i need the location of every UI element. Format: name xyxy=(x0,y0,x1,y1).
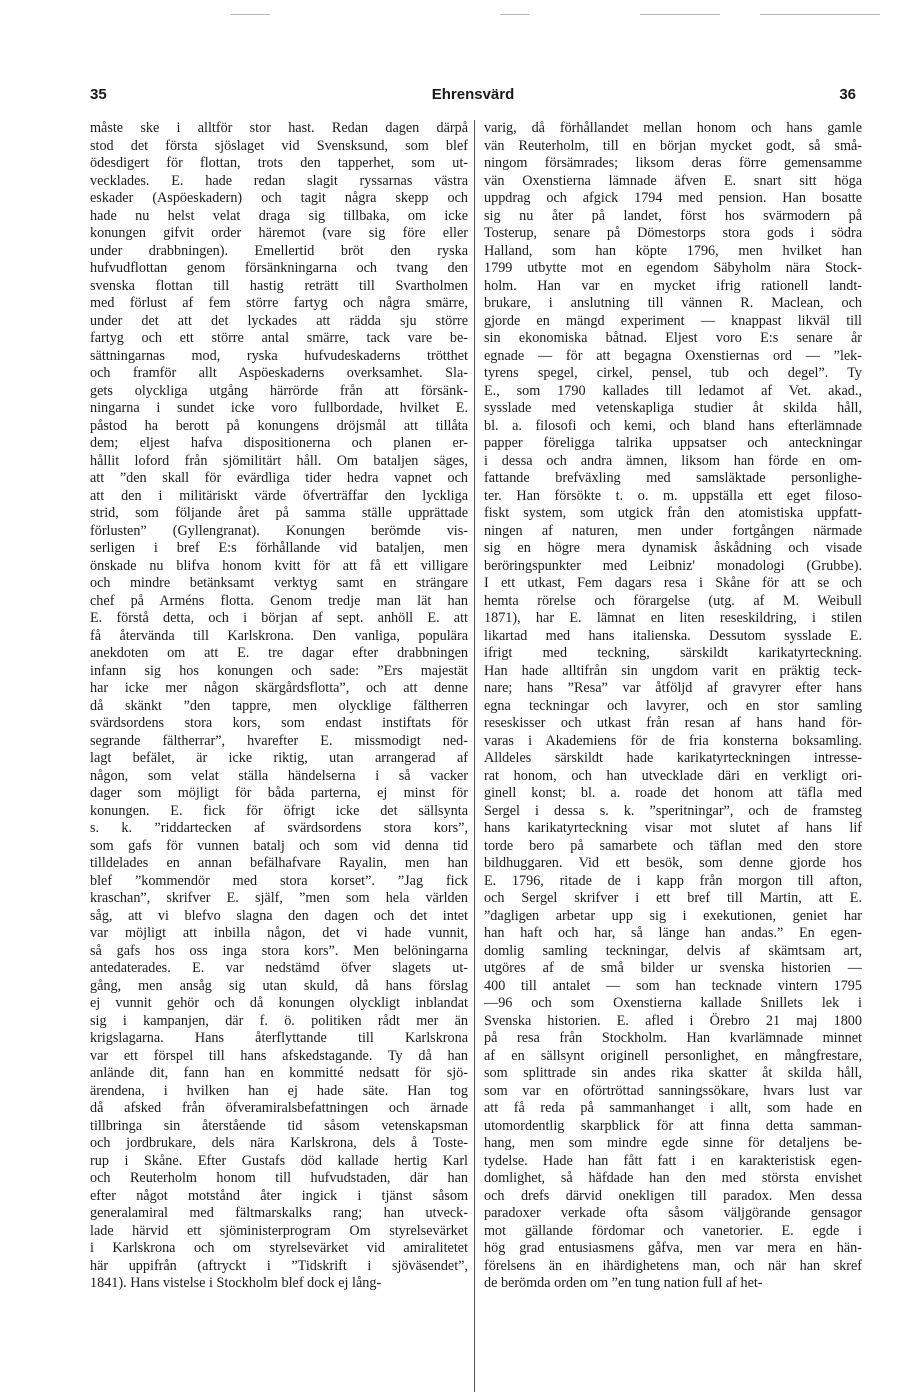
text-line: sig i kampanjen, där f. ö. politiken rådt mer än xyxy=(90,1012,468,1029)
text-line: strid, som följande året på samma ställe upprättade xyxy=(90,505,468,521)
text-line: någon, som velat ställa händelserna i så vacker xyxy=(90,767,468,784)
page-header xyxy=(90,86,856,106)
text-line: krigslagarna. Hans återflyttande till Karlskrona xyxy=(90,1030,468,1046)
text-line: Halland, som han köpte 1796, men hvilket han xyxy=(484,242,862,259)
text-line: hemta rörelse och förargelse (utg. af M. Weibull xyxy=(484,592,862,609)
text-line: antedaterades. E. var nedstämd öfver slagets ut- xyxy=(90,960,468,976)
text-line: påstod ha berott på konungens dröjsmål att tillåta xyxy=(90,417,468,434)
text-line: 1871), har E. lämnat en liten reseskildring, i stilen xyxy=(484,610,862,626)
text-line: fattande brefväxling med samsläktade personlighe- xyxy=(484,470,862,486)
text-line: chef på Arméns flotta. Genom tredje man lät han xyxy=(90,592,468,609)
text-line: ifrigt med teckning, särskildt karikatyrteckning. xyxy=(484,645,862,661)
text-line: Sergel i dessa s. k. ”speritningar”, och de framsteg xyxy=(484,802,862,819)
text-line: reseskisser och utkast från resan af hans hand för- xyxy=(484,715,862,731)
text-line: E., som 1790 kallades till ledamot af Vet. akad., xyxy=(484,382,862,399)
text-line: —96 och som Oxenstierna kallade Snillets lek i xyxy=(484,995,862,1011)
text-line: likartad med hans italienska. Dessutom sysslade E. xyxy=(484,627,862,644)
text-line: att den i militäriskt värde öfverträffar den lyckliga xyxy=(90,487,468,504)
text-line: utomordentlig skarpblick för att finna detta samman- xyxy=(484,1117,862,1134)
text-line: måste ske i alltför stor hast. Redan dagen därpå xyxy=(90,120,468,136)
text-line: ginell konst; bl. a. roade det honom att täfla med xyxy=(484,785,862,801)
text-line: dager som möjligt för båda parterna, ej minst för xyxy=(90,785,468,801)
text-line: ödesdigert för flottan, trots den tapperhet, som ut- xyxy=(90,155,468,171)
text-line: och Sergel skrifver i ett bref till Martin, att E. xyxy=(484,890,862,906)
text-line: hang, men som mindre egde sinne för detaljens be- xyxy=(484,1135,862,1151)
text-line: och jordbrukare, dels nära Karlskrona, dels å Toste- xyxy=(90,1135,468,1151)
text-line: i dessa och andra ämnen, liksom han förde en om- xyxy=(484,452,862,469)
text-line: anlände dit, fann han en kommitté nedsatt för sjö- xyxy=(90,1065,468,1081)
text-line: att ”den skall för evärdliga tider hedra vapnet och xyxy=(90,470,468,486)
text-line: konungen gifvit order häremot (vare sig före eller xyxy=(90,225,468,241)
text-line: och framför allt Aspöeskaderns overksamhet. Sla- xyxy=(90,365,468,381)
text-line: ”dagligen arbetar upp sig i exekutionen, geniet har xyxy=(484,907,862,924)
text-line: holm. Han var en mycket ifrig rationell landt- xyxy=(484,277,862,294)
text-line: ningen af naturen, men under fortgången närmade xyxy=(484,522,862,539)
text-line: blef ”kommendör med stora korset”. ”Jag fick xyxy=(90,872,468,889)
text-line: sysslade med vetenskapliga studier åt skilda håll, xyxy=(484,400,862,416)
text-line: hållit loford från sjömilitärt håll. Om bataljen säges, xyxy=(90,452,468,469)
text-line: sig en högre mera dynamisk åskådning och visade xyxy=(484,540,862,556)
text-line: fartyg och ett större antal smärre, tack vare be- xyxy=(90,330,468,346)
text-line: hög grad entusiasmens gåfva, men var mera en hän- xyxy=(484,1240,862,1256)
text-line: som gafs för vunnen batalj och som vid denna tid xyxy=(90,837,468,854)
text-line: 400 till antalet — som han tecknade vintern 1795 xyxy=(484,977,862,994)
text-line: gång, men ansåg sig utan skuld, då hans förslag xyxy=(90,977,468,994)
text-line: har icke mer någon skärgårdsflotta”, och att denne xyxy=(90,680,468,696)
text-line: då afsked från öfveramiralsbefattningen och ärnade xyxy=(90,1100,468,1116)
text-line: E. förstå detta, och i början af sept. anhöll E. att xyxy=(90,610,468,626)
text-line: här uppifrån (aftryckt i ”Tidskrift i sjöväsendet”, xyxy=(90,1257,468,1274)
text-line: som var en oförtröttad sanningssökare, hvars lust var xyxy=(484,1082,862,1099)
text-line: som splittrade sin andes rika skatter åt skilda håll, xyxy=(484,1065,862,1081)
text-line: svärdsordens stora kors, som endast instiftats för xyxy=(90,715,468,731)
text-line: vän Oxenstierna lämnade äfven E. snart sitt höga xyxy=(484,172,862,189)
text-line: egna teckningar och lavyrer, och en stor samling xyxy=(484,697,862,714)
text-line: ningom försämrades; liksom deras förre gemensamme xyxy=(484,155,862,171)
text-line: tyrens spegel, cirkel, pensel, tub och degel”. Ty xyxy=(484,365,862,381)
text-line: ärendena, i hvilken han ej hade säte. Han tog xyxy=(90,1082,468,1099)
text-line: domlig samling teckningar, delvis af skämtsam art, xyxy=(484,942,862,959)
text-line: varig, då förhållandet mellan honom och hans gamle xyxy=(484,120,862,136)
text-line: rat honom, och han utvecklade däri en verkligt ori- xyxy=(484,767,862,784)
text-line: rup i Skåne. Efter Gustafs död kallade hertig Karl xyxy=(90,1152,468,1169)
text-line: generalamiral med fältmarskalks rang; han utveck- xyxy=(90,1205,468,1221)
text-line: 1799 utbytte mot en egendom Säbyholm nära Stock- xyxy=(484,260,862,276)
text-line: hufvudflottan genom försänkningarna och tvang den xyxy=(90,260,468,276)
text-line: I ett utkast, Fem dagars resa i Skåne för att se och xyxy=(484,575,862,591)
text-line: Tosterup, senare på Dömestorps stora gods i södra xyxy=(484,225,862,241)
text-line: och mindre betänksamt verktyg samt en strängare xyxy=(90,575,468,591)
text-line: under det att det lyckades att rädda sju större xyxy=(90,312,468,329)
text-line: fiskt system, som utgick från den atomistiska uppfatt- xyxy=(484,505,862,521)
text-line: ter. Han försökte t. o. m. uppställa ett eget filoso- xyxy=(484,487,862,504)
text-line: paradoxer verkade ofta såsom väljgörande gensagor xyxy=(484,1205,862,1221)
text-line: gjorde en mängd experiment — knappast likväl till xyxy=(484,312,862,329)
text-line: var möjligt att inbilla någon, det vi hade vunnit, xyxy=(90,925,468,941)
text-line: Han hade alltifrån sin ungdom varit en präktig teck- xyxy=(484,662,862,679)
text-line: önskade nu blifva honom kvitt för att få ett villigare xyxy=(90,557,468,574)
text-line: serligen i bref E:s förhållande vid bataljen, men xyxy=(90,540,468,556)
text-line: konungen. E. fick för öfrigt icke det sällsynta xyxy=(90,802,468,819)
text-line: lade härvid ett sjöministerprogram Om styrelsevärket xyxy=(90,1222,468,1239)
text-line: egnade — för att begagna Oxenstiernas ord — ”lek- xyxy=(484,347,862,364)
text-line: anekdoten om att E. tre dagar efter drabbningen xyxy=(90,645,468,661)
right-text-column xyxy=(484,120,862,1392)
text-line: beröringspunkter med Leibniz' monadologi (Grubbe). xyxy=(484,557,862,574)
text-line: med förlust af fem större fartyg och några smärre, xyxy=(90,295,468,311)
page-number-right: 36 xyxy=(839,86,856,103)
left-text-column xyxy=(90,120,468,1392)
text-line: infann sig hos konungen och sade: ”Ers majestät xyxy=(90,662,468,679)
text-line: 1841). Hans vistelse i Stockholm blef dock ej lång- xyxy=(90,1275,382,1291)
text-line: då skänkt ”den tappre, men olycklige fältherren xyxy=(90,697,468,714)
text-line: af en sällsynt originell personlighet, en mångfrestare, xyxy=(484,1047,862,1064)
text-line: hans karikatyrteckning visar mot slutet af hans lif xyxy=(484,820,862,836)
text-line: under drabbningen). Emellertid bröt den ryska xyxy=(90,242,468,259)
text-line: i Karlskrona och om styrelsevärket vid amiralitetet xyxy=(90,1240,468,1256)
text-line: stod det första sjöslaget vid Svensksund, som blef xyxy=(90,137,468,154)
text-line: eskader (Aspöeskadern) och tagit några skepp och xyxy=(90,190,468,206)
text-line: tilldelades en annan befälhafvare Rayalin, men han xyxy=(90,855,468,871)
text-line: efter något motstånd åter ingick i tjänst såsom xyxy=(90,1187,468,1204)
text-line: segrande fältherrar”, hvarefter E. missmodigt ned- xyxy=(90,732,468,749)
text-line: varas i Akademiens för de fria konsterna boksamling. xyxy=(484,732,862,749)
text-line: sin ekonomiska båtnad. Eljest voro E:s senare år xyxy=(484,330,862,346)
text-line: s. k. ”riddartecken af svärdsordens stora kors”, xyxy=(90,820,468,836)
running-title: Ehrensvärd xyxy=(431,86,515,103)
text-line: förlusten” (Gyllengranat). Konungen berömde vis- xyxy=(90,522,468,539)
text-line: Svenska historien. E. afled i Örebro 21 maj 1800 xyxy=(484,1012,862,1029)
text-line: torde bero på samarbete och täflan med den store xyxy=(484,837,862,854)
text-line: mot gällande fördomar och vanetorier. E. egde i xyxy=(484,1222,862,1239)
text-line: kraschan”, skrifver E. själf, ”men som hela världen xyxy=(90,890,468,906)
text-line: tillbringa sin återstående tid såsom vetenskapsman xyxy=(90,1117,468,1134)
text-line: bildhuggaren. Vid ett besök, som denne gjorde hos xyxy=(484,855,862,871)
text-line: vecklades. E. hade redan slagit ryssarnas västra xyxy=(90,172,468,189)
text-line: brukare, i anslutning till vännen R. Maclean, och xyxy=(484,295,862,311)
scan-artifact xyxy=(0,14,920,18)
text-line: ningarna i sundet icke voro fullbordade, hvilket E. xyxy=(90,400,468,416)
text-line: svenska flottan till hastig reträtt till Svartholmen xyxy=(90,277,468,294)
text-line: så gafs hos oss inga stora kors”. Men belöningarna xyxy=(90,942,468,959)
text-line: domlighet, så häfdade han den med största envishet xyxy=(484,1170,862,1186)
text-line: förelsens än en ihärdighetens man, och när han skref xyxy=(484,1257,862,1274)
text-line: på resa från Stockholm. Han kvarlämnade minnet xyxy=(484,1030,862,1046)
text-line: att få reda på sammanhanget i allt, som hade en xyxy=(484,1100,862,1116)
text-line: gets olyckliga utgång härrörde från att försänk- xyxy=(90,382,468,399)
text-line: såg, att vi blefvo slagna den dagen och det intet xyxy=(90,907,468,924)
page-number-left: 35 xyxy=(90,86,107,103)
text-line: dem; eljest hafva dispositionerna och planen er- xyxy=(90,435,468,451)
text-line: de berömda orden om ”en tung nation full af het- xyxy=(484,1275,763,1291)
text-line: vän Reuterholm, till en början mycket godt, så små- xyxy=(484,137,862,154)
text-line: uppdrag och afgick 1794 med pension. Han bosatte xyxy=(484,190,862,206)
text-line: och drefs därvid onekligen till paradox. Men dessa xyxy=(484,1187,862,1204)
text-line: Alldeles särskildt hade karikatyrteckningen intresse- xyxy=(484,750,862,766)
text-line: han haft och har, så länge han andas.” En egen- xyxy=(484,925,862,941)
text-line: utgöres af de små bilder ur svenska historien — xyxy=(484,960,862,976)
text-line: lagt befälet, är icke riktig, utan arrangerad af xyxy=(90,750,468,766)
text-line: få återvända till Karlskrona. Den vanliga, populära xyxy=(90,627,468,644)
column-divider xyxy=(474,120,475,1392)
text-line: E. 1796, ritade de i kapp från morgon till afton, xyxy=(484,872,862,889)
text-line: sättningarnas mod, ryska hufvudeskaderns trötthet xyxy=(90,347,468,364)
text-line: papper föreligga talrika uppsatser och anteckningar xyxy=(484,435,862,451)
text-line: nare; hans ”Resa” var åtföljd af gravyrer efter hans xyxy=(484,680,862,696)
text-line: hade nu helst velat draga sig tillbaka, om icke xyxy=(90,207,468,224)
text-line: sig nu åter på landet, först hos svärmodern på xyxy=(484,207,862,224)
text-line: och Reuterholm honom till hufvudstaden, där han xyxy=(90,1170,468,1186)
text-line: ej vunnit gehör och då konungen olyckligt inblandat xyxy=(90,995,468,1011)
text-line: tydelse. Hade han fått fatt i en karakteristisk egen- xyxy=(484,1152,862,1169)
text-line: var ett förspel till hans afskedstagande. Ty då han xyxy=(90,1047,468,1064)
text-line: bl. a. filosofi och kemi, och bland hans efterlämnade xyxy=(484,417,862,434)
